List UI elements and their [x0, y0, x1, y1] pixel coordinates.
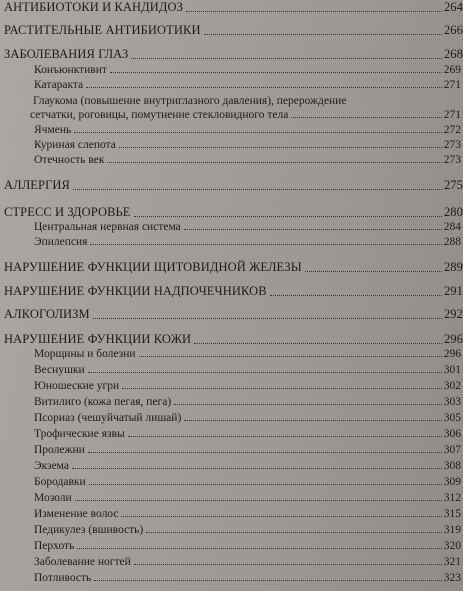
toc-subentry-title: Трофические язвы — [34, 428, 125, 440]
toc-subentry-page: 319 — [443, 524, 461, 536]
toc-subentry-title: Пролежни — [34, 444, 85, 456]
toc-entry-page: 264 — [443, 0, 463, 14]
toc-entry-page: 268 — [443, 47, 463, 61]
dot-leader — [74, 132, 442, 133]
toc-subentry-page: 288 — [443, 236, 461, 248]
dot-leader — [131, 58, 442, 59]
toc-subentry-title: Бородавки — [34, 476, 86, 488]
dot-leader — [72, 468, 442, 469]
toc-entry-title: АЛЛЕРГИЯ — [4, 178, 70, 192]
dot-leader — [146, 532, 442, 533]
toc-subentry — [0, 139, 463, 151]
toc-subentry — [0, 572, 463, 584]
toc-entry-page: 289 — [443, 260, 463, 274]
toc-entry-title: НАРУШЕНИЕ ФУНКЦИИ НАДПОЧЕЧНИКОВ — [4, 284, 267, 298]
toc-entry-title: НАРУШЕНИЕ ФУНКЦИИ КОЖИ — [4, 332, 192, 346]
toc-subentry-page: 321 — [443, 556, 461, 568]
toc-subentry-page: 269 — [443, 64, 461, 76]
toc-subentry — [0, 460, 463, 472]
toc-entry-page: 292 — [443, 307, 463, 321]
toc-subentry-title: Катаракта — [34, 79, 84, 91]
dot-leader — [75, 500, 442, 501]
dot-leader — [305, 271, 442, 272]
dot-leader — [86, 87, 442, 88]
toc-subentry-page: 272 — [443, 124, 461, 136]
toc-subentry-title: Центральная нервная система — [34, 221, 181, 233]
toc-subentry — [0, 540, 463, 552]
dot-leader — [134, 216, 442, 217]
toc-subentry-title: Юношеские угри — [34, 380, 120, 392]
toc-subentry-page: 273 — [443, 154, 461, 166]
toc-entry-page: 280 — [443, 205, 463, 219]
toc-entry-title: РАСТИТЕЛЬНЫЕ АНТИБИОТИКИ — [4, 23, 201, 37]
toc-entry-page: 291 — [443, 284, 463, 298]
toc-subentry — [0, 396, 463, 408]
toc-entry-adrenal — [0, 284, 463, 299]
toc-subentry-page: 308 — [443, 460, 461, 472]
dot-leader — [134, 564, 442, 565]
toc-subentry-page: 320 — [443, 540, 461, 552]
toc-subentry-title: Куриная слепота — [34, 139, 116, 151]
toc-subentry-page: 301 — [443, 364, 461, 376]
dot-leader — [204, 34, 442, 35]
dot-leader — [89, 484, 442, 485]
toc-entry-title: СТРЕСС И ЗДОРОВЬЕ — [4, 205, 131, 219]
toc-subentry-title: Заболевание ногтей — [34, 556, 131, 568]
toc-subentry-title: Изменение волос — [34, 508, 119, 520]
toc-subentry-page: 305 — [443, 412, 461, 424]
toc-subentry-page: 323 — [443, 572, 461, 584]
dot-leader — [122, 388, 442, 389]
toc-entry-title: НАРУШЕНИЕ ФУНКЦИИ ЩИТОВИДНОЙ ЖЕЛЕЗЫ — [4, 260, 302, 274]
dot-leader — [186, 11, 442, 12]
toc-subentry-title: Экзема — [34, 460, 69, 472]
toc-entry-stress — [0, 205, 463, 220]
toc-subentry-page: 273 — [443, 139, 461, 151]
dot-leader — [174, 404, 442, 405]
toc-entry-alcoholism — [0, 307, 463, 322]
toc-subentry — [0, 64, 463, 76]
toc-subentry — [0, 348, 463, 360]
toc-subentry — [0, 524, 463, 536]
toc-entry-antibiotics-candidosis — [0, 0, 463, 15]
dot-leader — [110, 72, 442, 73]
toc-entry-title: АНТИБИОТОКИ И КАНДИДОЗ — [4, 0, 184, 14]
toc-subentry — [0, 221, 463, 233]
toc-subentry-page: 271 — [443, 79, 461, 91]
toc-entry-page: 275 — [443, 178, 463, 192]
dot-leader — [139, 356, 442, 357]
toc-entry-skin — [0, 332, 463, 347]
toc-entry-eye-diseases — [0, 47, 463, 62]
toc-subentry-page: 284 — [443, 221, 461, 233]
toc-subentry — [0, 380, 463, 392]
toc-subentry-title: Ячмень — [34, 124, 72, 136]
toc-subentry — [0, 444, 463, 456]
toc-subentry-page: 315 — [443, 508, 461, 520]
toc-subentry-title: Веснушки — [34, 364, 85, 376]
toc-subentry-glaucoma-line1: Глаукома (повышение внутриглазного давления), перерождение — [33, 95, 347, 107]
toc-subentry-page: 306 — [443, 428, 461, 440]
dot-leader — [184, 229, 442, 230]
dot-leader — [90, 244, 441, 245]
toc-subentry-glaucoma-line2 — [0, 109, 463, 121]
toc-subentry-page: 271 — [443, 109, 461, 121]
toc-entry-thyroid — [0, 260, 463, 275]
toc-subentry — [0, 236, 463, 248]
toc-subentry-title: сетчатки, роговицы, помутнение стекловидного тела — [30, 109, 289, 121]
toc-subentry — [0, 492, 463, 504]
dot-leader — [194, 343, 442, 344]
dot-leader — [107, 162, 441, 163]
toc-subentry-title: Конъюнктивит — [34, 64, 107, 76]
toc-entry-title: ЗАБОЛЕВАНИЯ ГЛАЗ — [4, 47, 129, 61]
toc-subentry-title: Морщины и болезни — [34, 348, 136, 360]
dot-leader — [73, 189, 442, 190]
toc-subentry-title: Витилиго (кожа пегая, пега) — [34, 396, 172, 408]
dot-leader — [270, 295, 442, 296]
toc-subentry-title: Эпилепсия — [34, 236, 88, 248]
toc-subentry-page: 307 — [443, 444, 461, 456]
dot-leader — [291, 117, 441, 118]
toc-subentry-page: 309 — [443, 476, 461, 488]
dot-leader — [119, 147, 442, 148]
toc-subentry-title: Педикулез (вшивость) — [34, 524, 144, 536]
toc-subentry — [0, 154, 463, 166]
dot-leader — [88, 452, 442, 453]
toc-entry-plant-antibiotics — [0, 23, 463, 38]
toc-subentry-title: Отечность век — [34, 154, 105, 166]
toc-subentry-title: Потливость — [34, 572, 92, 584]
toc-subentry-page: 303 — [443, 396, 461, 408]
toc-subentry — [0, 428, 463, 440]
toc-subentry — [0, 364, 463, 376]
toc-subentry-title: Псориаз (чешуйчатый лишай) — [34, 412, 182, 424]
toc-entry-allergy — [0, 178, 463, 193]
dot-leader — [121, 516, 441, 517]
toc-subentry — [0, 124, 463, 136]
toc-subentry — [0, 508, 463, 520]
dot-leader — [77, 548, 441, 549]
toc-entry-title: АЛКОГОЛИЗМ — [4, 307, 90, 321]
toc-subentry-page: 302 — [443, 380, 461, 392]
toc-subentry — [0, 556, 463, 568]
dot-leader — [94, 580, 441, 581]
toc-subentry — [0, 412, 463, 424]
toc-subentry — [0, 79, 463, 91]
dot-leader — [93, 318, 442, 319]
toc-subentry-page: 312 — [443, 492, 461, 504]
dot-leader — [88, 372, 442, 373]
toc-subentry — [0, 476, 463, 488]
toc-subentry-title: Перхоть — [34, 540, 75, 552]
toc-subentry-title: Мозоли — [34, 492, 72, 504]
dot-leader — [184, 420, 441, 421]
toc-entry-page: 266 — [443, 23, 463, 37]
toc-entry-page: 296 — [443, 332, 463, 346]
toc-subentry-page: 296 — [443, 348, 461, 360]
dot-leader — [128, 436, 442, 437]
